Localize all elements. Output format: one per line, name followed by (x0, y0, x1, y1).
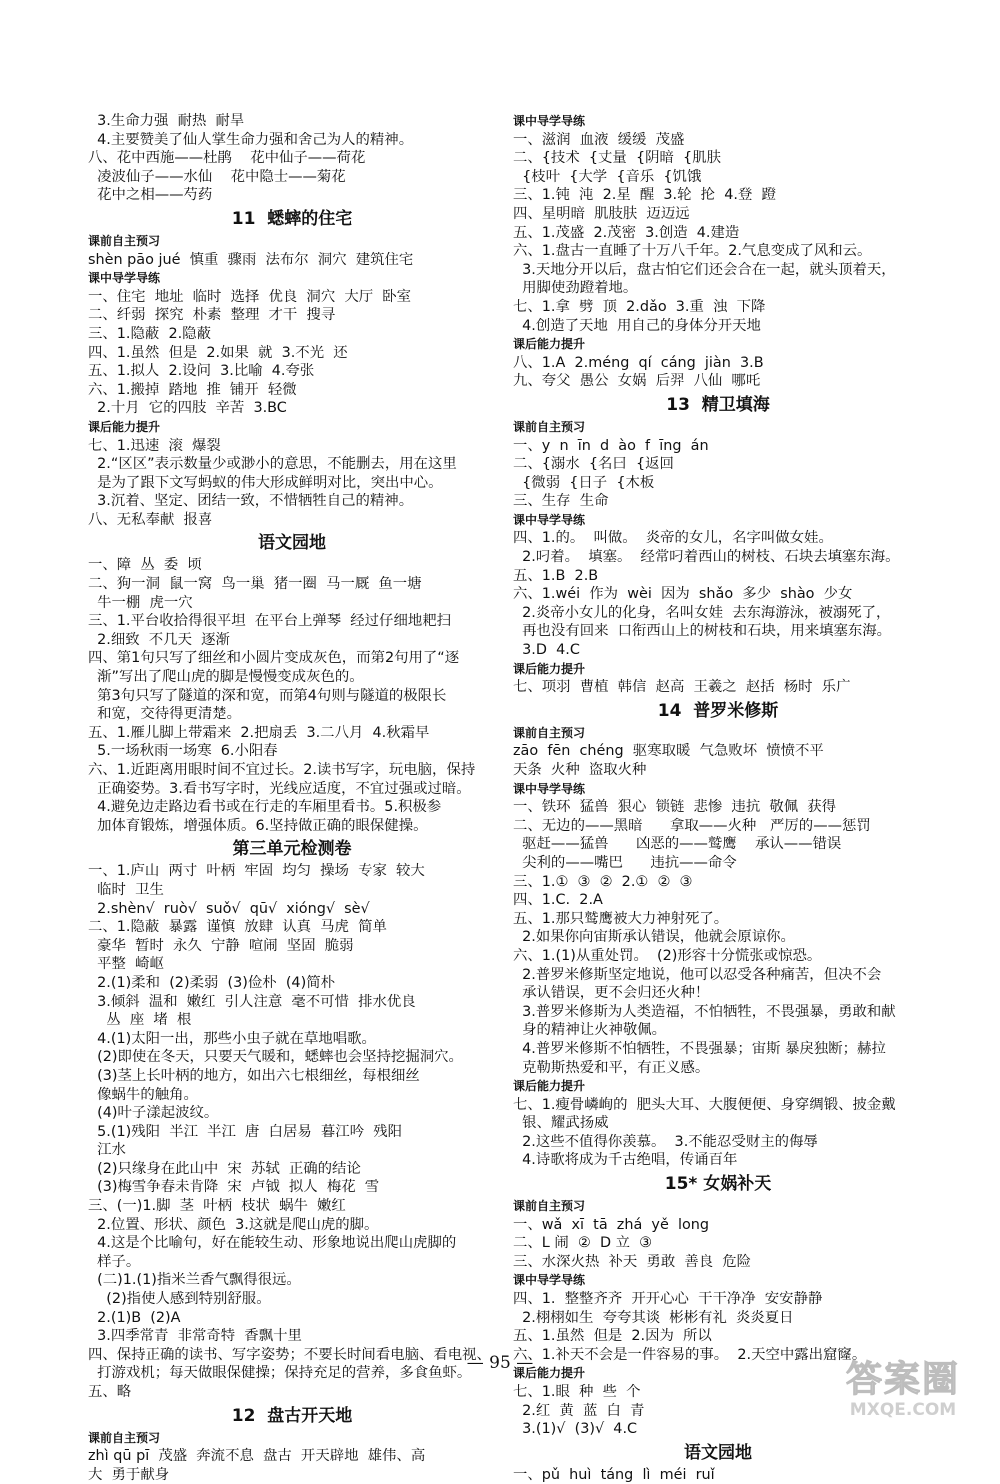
subsection-heading: 课后能力提升 (513, 337, 586, 352)
watermark-glyphs: 答案圈 (845, 1359, 960, 1400)
answer-line: 一、1.庐山 两寸 叶柄 牢固 均匀 操场 专家 较大 (88, 863, 425, 880)
answer-line: 3.(1)√ (3)√ 4.C (513, 1421, 638, 1438)
answer-line: 六、1.近距离用眼时间不宜过长。2.读书写字，玩电脑，保持 (88, 762, 476, 778)
answer-line: 2.叼着。 填塞。 经常叼着西山的树枝、石块去填塞东海。 (513, 549, 900, 566)
answer-line: 五、1.拟人 2.设问 3.比喻 4.夸张 (88, 363, 315, 380)
answer-line: 四、第1句只写了细丝和小圆片变成灰色，而第2句用了“逐 (88, 650, 460, 667)
answer-line: 3.倾斜 温和 嫩红 引人注意 毫不可惜 排水优良 (88, 993, 416, 1010)
section-title: 第三单元检测卷 (232, 839, 352, 860)
answer-line: 二、1.隐蔽 暴露 谨慎 放肆 认真 马虎 简单 (88, 919, 387, 936)
answer-line: 2.如果你向宙斯承认错误，他就会原谅你。 (513, 929, 795, 946)
subsection-heading: 课前自主预习 (513, 419, 586, 434)
answer-line: 三、1.平台收拾得很平坦 在平台上弹琴 经过仔细地耙扫 (88, 613, 452, 630)
answer-line: (2)即使在冬天，只要天气暖和，蟋蟀也会坚持挖掘洞穴。 (88, 1049, 463, 1066)
answer-line: (3)茎上长叶柄的地方，如出六七根细丝，每根细丝 (88, 1067, 420, 1084)
answer-line: 再也没有回来 口衔西山上的树枝和石块，用来填塞东海。 (513, 623, 892, 640)
answer-line: 3.四季常青 非常奇特 香飘十里 (88, 1328, 302, 1345)
answer-line: 5.一场秋雨一场寒 6.小阳春 (88, 743, 278, 760)
answer-line: 用脚使劲蹬着地。 (513, 280, 638, 297)
answer-line: 样子。 (88, 1253, 141, 1270)
subsection-heading: 课后能力提升 (513, 1366, 586, 1381)
answer-line: 2.细致 不几天 逐渐 (88, 631, 230, 648)
answer-line: 六、1.搬掉 踏地 推 铺开 轻微 (88, 381, 297, 398)
answer-line: 正确姿势。3.看书写字时，光线应适度，不宜过强或过暗。 (88, 780, 471, 797)
subsection-heading: 课中导学导练 (513, 781, 586, 796)
answer-line: 第3句只写了隧道的深和宽，而第4句则与隧道的极限长 (88, 687, 447, 704)
answer-line: 六、1.盘古一直睡了十万八千年。2.气息变成了风和云。 (513, 243, 872, 260)
answer-line: 4.(1)太阳一出，那些小虫子就在草地唱歌。 (88, 1030, 376, 1047)
section-title: 语文园地 (258, 533, 326, 554)
subsection-heading: 课前自主预习 (88, 1430, 161, 1445)
answer-line: 七、1.拿 劈 顶 2.dǎo 3.重 浊 下降 (513, 298, 766, 315)
answer-line: 五、1.虽然 但是 2.因为 所以 (513, 1328, 712, 1345)
answer-line: 牛一棚 虎一穴 (88, 594, 193, 611)
answer-line: 平整 崎岖 (88, 956, 164, 973)
answer-line: (二)1.(1)指米兰香气飘得很远。 (88, 1272, 301, 1289)
answer-line: 4.诗歌将成为千古绝唱，传诵百年 (513, 1152, 738, 1169)
answer-line: 丛 座 堵 根 (88, 1012, 192, 1029)
answer-line: 四、1.的。 叫做。 炎帝的女儿，名字叫做女娃。 (513, 530, 833, 547)
answer-line: 和宽，交待得更清楚。 (88, 706, 242, 723)
answer-line: 打游戏机；每天做眼保健操；保持充足的营养，多食鱼虾。 (88, 1365, 472, 1382)
answer-line: (2)只缘身在此山中 宋 苏轼 正确的结论 (88, 1160, 361, 1177)
answer-line: 八、无私奉献 报喜 (88, 511, 213, 528)
answer-line: 承认错误，更不会归还火种！ (513, 985, 710, 1002)
answer-line: 二、L 闹 ② D 立 ③ (513, 1235, 653, 1252)
answer-line: 二、无边的——黑暗 拿取——火种 严厉的——惩罚 (513, 817, 871, 834)
answer-line: 5.(1)残阳 半江 半江 唐 白居易 暮江吟 残阳 (88, 1123, 403, 1140)
answer-line: 三、1.隐蔽 2.隐蔽 (88, 325, 211, 342)
answer-line: 一、wǎ xī tā zhá yě long (513, 1216, 710, 1233)
answer-line: 三、(一)1.脚 茎 叶柄 枝状 蜗牛 嫩红 (88, 1198, 346, 1215)
answer-line: 2.普罗米修斯坚定地说，他可以忍受各种痛苦，但决不会 (513, 966, 882, 983)
answer-line: (4)叶子漾起波纹。 (88, 1105, 219, 1122)
answer-line: 4.避免边走路边看书或在行走的车厢里看书。5.积极参 (88, 799, 442, 816)
answer-line: 一、铁环 猛兽 狠心 锁链 悲惨 违抗 敬佩 获得 (513, 799, 837, 816)
answer-line: 七、项羽 曹植 韩信 赵高 王羲之 赵括 杨时 乐广 (513, 679, 851, 696)
subsection-heading: 课后能力提升 (513, 1079, 586, 1094)
answer-line: zāo fēn chéng 驱寒取暖 气急败坏 愤愤不平 (513, 743, 824, 760)
answer-line: 九、夸父 愚公 女娲 后羿 八仙 哪吒 (513, 373, 761, 390)
answer-line: 五、1.雁儿脚上带霜来 2.把扇丢 3.二八月 4.秋霜早 (88, 724, 430, 741)
answer-line: 3.普罗米修斯为人类造福，不怕牺牲，不畏强暴，勇敢和献 (513, 1003, 896, 1020)
answer-line: 六、1.wéi 作为 wèi 因为 shǎo 多少 shào 少女 (513, 586, 853, 603)
answer-line: 三、1.钝 沌 2.星 醒 3.轮 抡 4.登 蹬 (513, 187, 776, 204)
answer-line: 3.D 4.C (513, 642, 580, 659)
answer-line: 2.(1)B (2)A (88, 1309, 181, 1326)
answer-line: 驱赶——猛兽 凶恶的——鹫鹰 承认——错误 (513, 836, 842, 853)
answer-line: 像蜗牛的触角。 (88, 1086, 198, 1103)
answer-line: 克勒斯热爱和平，有正义感。 (513, 1059, 710, 1076)
answer-line: 四、1.C. 2.A (513, 892, 603, 909)
answer-line: 三、生存 生命 (513, 493, 609, 510)
answer-line: 身的精神让火神敬佩。 (513, 1022, 667, 1039)
answer-line: 二、狗一洞 鼠一窝 鸟一巢 猪一圈 马一厩 鱼一塘 (88, 576, 422, 593)
subsection-heading: 课后能力提升 (88, 419, 161, 434)
answer-line: 4.普罗米修斯不怕牺牲，不畏强暴；宙斯 暴戾独断；赫拉 (513, 1040, 886, 1057)
section-title: 11 蟋蟀的住宅 (231, 208, 353, 229)
answer-line: 2.栩栩如生 夸夸其谈 彬彬有礼 炎炎夏日 (513, 1309, 794, 1326)
answer-line: 五、1.那只鹫鹰被大力神射死了。 (513, 910, 729, 927)
section-title: 13 精卫填海 (666, 394, 770, 415)
answer-line: 五、1.茂盛 2.茂密 3.创造 4.建造 (513, 224, 740, 241)
answer-line: 花中之相——芍药 (88, 187, 213, 204)
answer-line: 2.shèn√ ruò√ suǒ√ qū√ xióng√ sè√ (88, 900, 370, 917)
answer-line: 七、1.迅速 滚 爆裂 (88, 437, 221, 454)
answer-line: 一、滋润 血液 缓缓 茂盛 (513, 131, 685, 148)
subsection-heading: 课中导学导练 (513, 512, 586, 527)
section-title: 12 盘古开天地 (231, 1405, 353, 1426)
answer-line: (3)梅雪争春未肯降 宋 卢钺 拟人 梅花 雪 (88, 1179, 380, 1196)
answer-line: 是为了跟下文写蚂蚁的伟大形成鲜明对比，突出中心。 (88, 474, 443, 491)
answer-line: 二、纤弱 探究 朴素 整理 才干 搜寻 (88, 307, 336, 324)
answer-line: 一、y n īn d ào f īng án (513, 437, 709, 454)
watermark-logo (828, 1360, 978, 1422)
answer-line: 豪华 暂时 永久 宁静 喧闹 坚固 脆弱 (88, 937, 354, 954)
answer-line: 3.沉着、坚定、团结一致，不惜牺牲自己的精神。 (88, 493, 414, 510)
answer-line: {枝叶 {大学 {音乐 {饥饿 (513, 168, 702, 185)
subsection-heading: 课中导学导练 (513, 114, 586, 128)
subsection-heading: 课前自主预习 (513, 1199, 586, 1214)
section-title: 14 普罗米修斯 (657, 700, 779, 721)
answer-line: 4.这是个比喻句，好在能较生动、形象地说出爬山虎脚的 (88, 1235, 457, 1252)
answer-line: 六、1.(1)从重处罚。 (2)形容十分慌张或惊恐。 (513, 947, 822, 964)
answer-line: 四、1. 整整齐齐 开开心心 干干净净 安安静静 (513, 1291, 823, 1308)
answer-line: 二、{溺水 {名曰 {返回 (513, 456, 674, 473)
answer-line: 临时 卫生 (88, 881, 164, 898)
answer-line: (2)指使人感到特别舒服。 (88, 1291, 271, 1308)
answer-line: 八、1.A 2.méng qí cáng jiàn 3.B (513, 354, 764, 371)
answer-line: 2.红 黄 蓝 白 青 (513, 1402, 645, 1419)
answer-line: 4.创造了天地 用自己的身体分开天地 (513, 317, 761, 334)
answer-line: 4.主要赞美了仙人掌生命力强和舍己为人的精神。 (88, 131, 414, 148)
answer-line: 2.这些不值得你羡慕。 3.不能忍受财主的侮辱 (513, 1133, 818, 1150)
answer-line: 一、障 丛 委 顷 (88, 557, 202, 574)
right-column (513, 112, 923, 1484)
subsection-heading: 课中导学导练 (88, 271, 161, 286)
watermark-url: MXQE.COM (849, 1400, 957, 1420)
answer-line: 三、水深火热 补天 勇敢 善良 危险 (513, 1253, 752, 1270)
answer-line: 银、耀武扬威 (513, 1115, 609, 1132)
answer-line: 2.位置、形状、颜色 3.这就是爬山虎的脚。 (88, 1216, 379, 1233)
subsection-heading: 课前自主预习 (513, 725, 586, 740)
answer-line: 3.天地分开以后，盘古怕它们还会合在一起，就头顶着天， (513, 261, 896, 278)
answer-line: 五、1.B 2.B (513, 567, 599, 584)
answer-line: 大 勇于献身 (88, 1466, 170, 1483)
answer-line: 二、{技术 {丈量 {阴暗 {肌肤 (513, 150, 721, 167)
answer-line: 四、保持正确的读书、写字姿势；不要长时间看电脑、看电视、 (88, 1346, 491, 1363)
answer-line: 一、pǔ huì táng lì méi ruǐ (513, 1466, 715, 1483)
answer-line: 六、1.补天不会是一件容易的事。 2.天空中露出窟窿。 (513, 1346, 867, 1363)
answer-line: 2.十月 它的四肢 辛苦 3.BC (88, 400, 287, 417)
answer-line: 凌波仙子——水仙 花中隐士——菊花 (88, 168, 346, 185)
answer-line: {微弱 {日子 {木板 (513, 474, 655, 491)
answer-line: 2.炎帝小女儿的化身，名叫女娃 去东海游泳，被溺死了， (513, 604, 891, 621)
left-column (88, 112, 496, 1484)
answer-line: 2.“区区”表示数量少或渺小的意思，不能删去，用在这里 (88, 456, 457, 473)
answer-line: 一、住宅 地址 临时 选择 优良 洞穴 大厅 卧室 (88, 288, 412, 305)
section-title: 语文园地 (684, 1442, 752, 1463)
answer-line: 江水 (88, 1142, 126, 1159)
answer-line: 四、星明暗 肌肢肤 迈迈远 (513, 205, 690, 222)
answer-line: 七、1.眼 种 些 个 (513, 1384, 641, 1400)
answer-line: 七、1.瘦骨嶙峋的 肥头大耳、大腹便便、身穿绸锻、披金戴 (513, 1096, 896, 1113)
answer-line: 加体育锻炼，增强体质。6.坚持做正确的眼保健操。 (88, 817, 428, 834)
answer-line: shèn pāo jué 慎重 骤雨 法布尔 洞穴 建筑住宅 (88, 251, 414, 268)
answer-line: 四、1.虽然 但是 2.如果 就 3.不光 还 (88, 344, 348, 361)
answer-line: 天条 火种 盗取火种 (513, 762, 647, 778)
subsection-heading: 课前自主预习 (88, 233, 161, 248)
answer-line: zhì qū pī 茂盛 奔流不息 盘古 开天辟地 雄伟、高 (88, 1448, 426, 1465)
answer-line: 2.(1)柔和 (2)柔弱 (3)俭朴 (4)简朴 (88, 974, 335, 991)
answer-line: 3.生命力强 耐热 耐旱 (88, 113, 245, 129)
answer-line: 三、1.① ③ ② 2.① ② ③ (513, 873, 693, 890)
answer-line: 渐”写出了爬山虎的脚是慢慢变成灰色的。 (88, 669, 364, 686)
page-number: — 95 — (466, 1353, 534, 1373)
subsection-heading: 课后能力提升 (513, 661, 586, 676)
section-title: 15* 女娲补天 (664, 1174, 772, 1195)
answer-line: 五、略 (88, 1384, 132, 1400)
answer-line: 尖利的——嘴巴 违抗——命令 (513, 854, 737, 871)
answer-line: 八、花中西施——杜鹃 花中仙子——荷花 (88, 150, 366, 167)
subsection-heading: 课中导学导练 (513, 1273, 586, 1288)
